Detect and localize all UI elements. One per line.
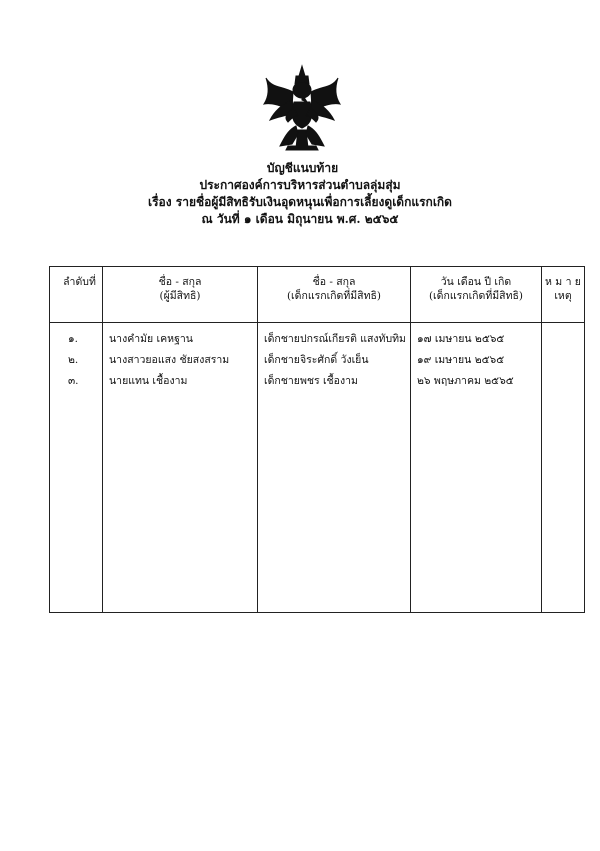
heading-line-1: บัญชีแนบท้าย [266, 161, 339, 175]
header-birth [411, 267, 542, 323]
child-cell [258, 323, 411, 613]
table-header-row [50, 267, 585, 323]
garuda-emblem-icon [262, 64, 342, 152]
heading-line-3: เรื่อง รายชื่อผู้มีสิทธิรับเงินอุดหนุนเพื่อการเลี้ยงดูเด็กแรกเกิด [148, 195, 452, 209]
child-name: เด็กชายปกรณ์เกียรติ แสงทับทิม [264, 333, 406, 345]
parent-name: นายแทน เชื้องาม [109, 375, 188, 387]
child-name: เด็กชายพชร เชื้องาม [264, 375, 358, 387]
header-child-line1: ชื่อ - สกุล [312, 276, 356, 288]
child-name: เด็กชายจิระศักดิ์ วังเย็น [264, 354, 369, 366]
birth-date: ๒๖ พฤษภาคม ๒๕๖๕ [417, 375, 514, 387]
no-cell [50, 323, 103, 613]
parent-name: นางคำมัย เคหฐาน [109, 333, 193, 345]
header-remark-line2: เหตุ [554, 290, 572, 302]
header-parent [103, 267, 258, 323]
header-no: ลำดับที่ [50, 267, 103, 323]
row-no: ๑. [68, 333, 79, 345]
birth-date: ๑๙ เมษายน ๒๕๖๕ [417, 354, 505, 366]
header-birth-line2: (เด็กแรกเกิดที่มีสิทธิ) [428, 290, 524, 302]
header-child [258, 267, 411, 323]
table-body-row [50, 323, 585, 613]
header-parent-line2: (ผู้มีสิทธิ) [159, 290, 201, 302]
document-heading [0, 160, 600, 228]
header-birth-line1: วัน เดือน ปี เกิด [440, 276, 512, 288]
header-parent-line1: ชื่อ - สกุล [158, 276, 202, 288]
row-no: ๓. [68, 375, 79, 387]
heading-line-4: ณ วันที่ ๑ เดือน มิถุนายน พ.ศ. ๒๕๖๕ [201, 212, 399, 226]
parent-cell [103, 323, 258, 613]
beneficiary-table [49, 266, 585, 613]
row-no: ๒. [68, 354, 79, 366]
remark-cell [542, 323, 585, 613]
birth-cell [411, 323, 542, 613]
header-child-line2: (เด็กแรกเกิดที่มีสิทธิ) [286, 290, 382, 302]
heading-line-2: ประกาศองค์การบริหารส่วนตำบลลุ่มสุ่ม [199, 178, 401, 192]
header-remark [542, 267, 585, 323]
birth-date: ๑๗ เมษายน ๒๕๖๕ [417, 333, 505, 345]
header-remark-line1: ห ม า ย [545, 276, 581, 288]
parent-name: นางสาวยอแสง ชัยสงสราม [109, 354, 230, 366]
